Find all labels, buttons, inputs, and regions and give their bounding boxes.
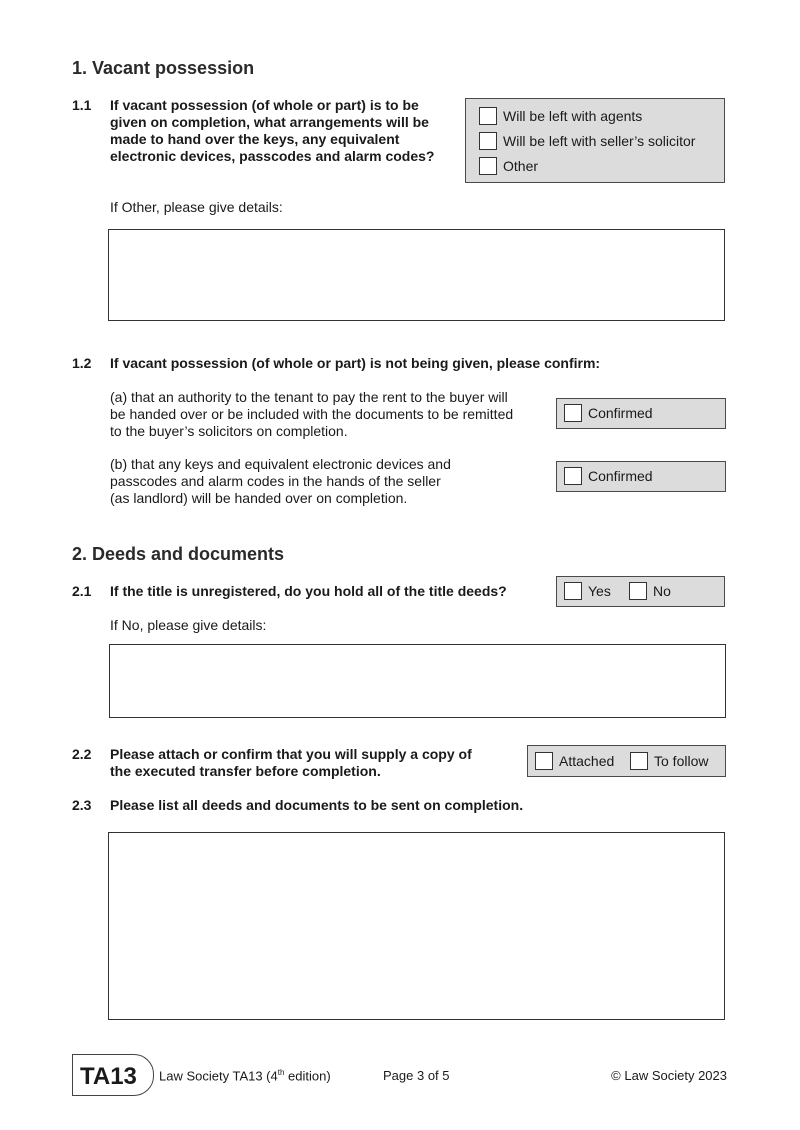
question-1-1-line: made to hand over the keys, any equivalent	[110, 131, 400, 147]
other-checkbox[interactable]	[479, 157, 497, 175]
no-checkbox[interactable]	[629, 582, 647, 600]
question-2-2-text	[110, 746, 520, 780]
footer-edition-suffix: edition)	[284, 1068, 331, 1084]
yes-checkbox[interactable]	[564, 582, 582, 600]
sellers-solicitor-checkbox[interactable]	[479, 132, 497, 150]
question-2-2-box	[527, 745, 726, 777]
option-yes[interactable]	[564, 582, 611, 600]
question-2-1-text: If the title is unregistered, do you hold all of the title deeds?	[110, 583, 507, 599]
question-2-2-number: 2.2	[72, 746, 92, 762]
question-1-2-b-line: passcodes and alarm codes in the hands of the seller	[110, 473, 441, 489]
footer-edition-sup: th	[277, 1068, 285, 1077]
question-1-2-a-line: (a) that an authority to the tenant to pay the rent to the buyer will	[110, 389, 508, 405]
footer-edition-prefix: Law Society TA13 (4	[159, 1068, 278, 1084]
question-2-3-text: Please list all deeds and documents to be sent on completion.	[110, 797, 524, 813]
agents-checkbox[interactable]	[479, 107, 497, 125]
option-to-follow[interactable]	[630, 752, 708, 770]
other-details-label: If Other, please give details:	[110, 199, 283, 215]
question-1-2-b-line: (b) that any keys and equivalent electronic devices and	[110, 456, 451, 472]
ta13-logo	[72, 1054, 154, 1096]
sellers-solicitor-label: Will be left with seller’s solicitor	[503, 133, 696, 149]
footer-edition	[159, 1068, 331, 1083]
question-2-1-number: 2.1	[72, 583, 92, 599]
question-1-1-options-box	[465, 98, 725, 183]
question-1-2-number: 1.2	[72, 355, 92, 371]
agents-label: Will be left with agents	[503, 108, 643, 124]
a-confirmed-checkbox[interactable]	[564, 404, 582, 422]
no-label: No	[653, 583, 671, 599]
attached-label: Attached	[559, 753, 615, 769]
section-2-heading: 2. Deeds and documents	[72, 544, 285, 564]
no-details-textarea[interactable]	[109, 644, 726, 718]
ta13-logo-text: TA13	[80, 1063, 137, 1090]
question-1-1-line: given on completion, what arrangements will be	[110, 114, 429, 130]
question-2-1-box	[556, 576, 725, 607]
section-1-heading: 1. Vacant possession	[72, 58, 255, 78]
footer-copyright: © Law Society 2023	[611, 1068, 727, 1083]
attached-checkbox[interactable]	[535, 752, 553, 770]
question-1-1-line: electronic devices, passcodes and alarm codes?	[110, 148, 435, 164]
deeds-list-textarea[interactable]	[108, 832, 725, 1020]
question-2-3-number: 2.3	[72, 797, 92, 813]
question-2-2-line: the executed transfer before completion.	[110, 763, 381, 779]
b-confirmed-label: Confirmed	[588, 468, 653, 484]
option-no[interactable]	[629, 582, 671, 600]
b-confirmed-checkbox[interactable]	[564, 467, 582, 485]
option-attached[interactable]	[535, 752, 614, 770]
option-other[interactable]	[479, 157, 538, 175]
question-1-2-b-box	[556, 461, 726, 492]
question-1-2-a-line: be handed over or be included with the documents to be remitted	[110, 406, 514, 422]
question-1-1-text	[110, 97, 460, 165]
question-1-2-text: If vacant possession (of whole or part) is not being given, please confirm:	[110, 355, 601, 371]
question-1-2-a-text	[110, 389, 550, 440]
option-sellers-solicitor[interactable]	[479, 132, 695, 150]
question-1-2-a-line: to the buyer’s solicitors on completion.	[110, 423, 348, 439]
other-label: Other	[503, 158, 539, 174]
option-agents[interactable]	[479, 107, 642, 125]
a-confirmed-label: Confirmed	[588, 405, 653, 421]
footer-page-number: Page 3 of 5	[383, 1068, 450, 1083]
option-a-confirmed[interactable]	[564, 404, 653, 422]
other-details-textarea[interactable]	[108, 229, 725, 321]
to-follow-label: To follow	[654, 753, 709, 769]
question-1-1-line: If vacant possession (of whole or part) is to be	[110, 97, 419, 113]
question-1-1-number: 1.1	[72, 97, 92, 113]
question-2-2-line: Please attach or confirm that you will supply a copy of	[110, 746, 472, 762]
question-1-2-a-box	[556, 398, 726, 429]
yes-label: Yes	[588, 583, 611, 599]
to-follow-checkbox[interactable]	[630, 752, 648, 770]
option-b-confirmed[interactable]	[564, 467, 653, 485]
no-details-label: If No, please give details:	[110, 617, 267, 633]
question-1-2-b-text	[110, 456, 550, 507]
question-1-2-b-line: (as landlord) will be handed over on completion.	[110, 490, 408, 506]
